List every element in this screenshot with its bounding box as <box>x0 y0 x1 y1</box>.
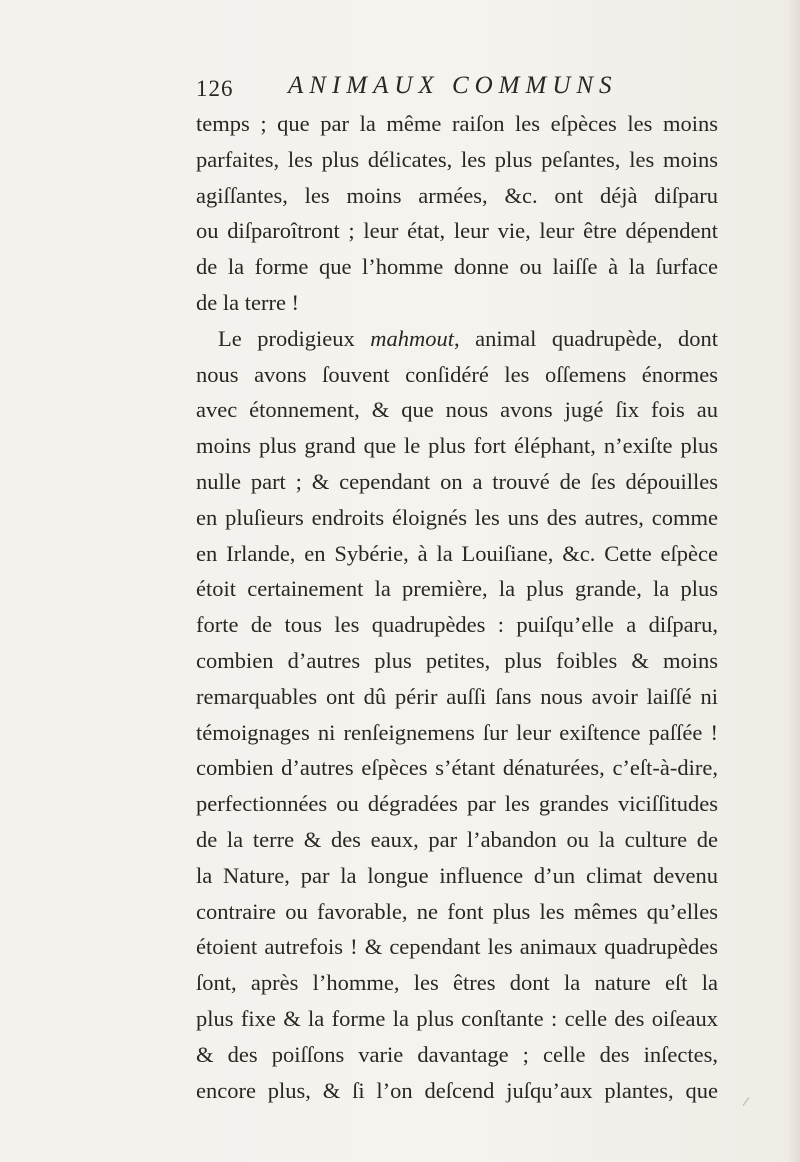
text-line: témoignages ni renſeignemens ſur leur exiſtence paſſée ! <box>196 719 718 745</box>
stray-mark <box>743 1097 750 1106</box>
text-line: étoit certainement la première, la plus grande, la plus <box>196 576 718 602</box>
text-line: en pluſieurs endroits éloignés les uns des autres, comme <box>196 504 718 530</box>
page-number: 126 <box>196 76 234 101</box>
text-line: temps ; que par la même raiſon les eſpèces les moins <box>196 111 718 136</box>
text-line: avec étonnement, & que nous avons jugé ſix fois au <box>196 397 718 423</box>
page-edge-shadow <box>786 0 800 1162</box>
text-line: remarquables ont dû périr auſſi ſans nous avoir laiſſé ni <box>196 683 718 709</box>
text-line: nulle part ; & cependant on a trouvé de ſes dépouilles <box>196 468 718 494</box>
running-head <box>196 72 656 106</box>
text-line: de la forme que l’homme donne ou laiſſe à la ſurface <box>196 254 718 280</box>
text-line: nous avons ſouvent conſidéré les oſſemens énormes <box>196 361 718 387</box>
text-line: encore plus, & ſi l’on deſcend juſqu’aux plantes, que <box>196 1077 718 1103</box>
text-line: combien d’autres plus petites, plus foibles & moins <box>196 647 718 673</box>
text-line: en Irlande, en Sybérie, à la Louiſiane, &c. Cette eſpèce <box>196 540 718 566</box>
text-line: ſont, après l’homme, les êtres dont la nature eſt la <box>196 970 718 996</box>
text-line: forte de tous les quadrupèdes : puiſqu’elle a diſparu, <box>196 612 718 638</box>
text-line: étoient autrefois ! & cependant les animaux quadrupèdes <box>196 934 718 960</box>
text-line: ou diſparoîtront ; leur état, leur vie, leur être dépendent <box>196 218 718 244</box>
text-segment: , animal quadrupède, dont <box>454 325 718 351</box>
text-line: plus fixe & la forme la plus conſtante : celle des oiſeaux <box>196 1005 718 1031</box>
text-line: la Nature, par la longue influence d’un climat devenu <box>196 862 718 888</box>
text-line: de la terre ! <box>196 289 300 315</box>
text-segment: Le prodigieux <box>218 325 371 351</box>
body-text <box>196 106 718 1108</box>
text-line <box>196 321 718 357</box>
text-line: perfectionnées ou dégradées par les grandes viciſſitudes <box>196 791 718 817</box>
text-line: moins plus grand que le plus fort éléphant, n’exiſte plus <box>196 433 718 459</box>
text-line: parfaites, les plus délicates, les plus peſantes, les moins <box>196 146 718 172</box>
text-line: & des poiſſons varie davantage ; celle des inſectes, <box>196 1041 718 1067</box>
text-line: de la terre & des eaux, par l’abandon ou la culture de <box>196 826 718 852</box>
running-title: ANIMAUX COMMUNS <box>288 72 618 99</box>
text-line: agiſſantes, les moins armées, &c. ont déjà diſparu <box>196 182 718 208</box>
text-line: combien d’autres eſpèces s’étant dénaturées, c’eſt-à-dire, <box>196 755 718 781</box>
italic-term-mahmout: mahmout <box>370 325 454 351</box>
text-line: contraire ou favorable, ne font plus les mêmes qu’elles <box>196 898 718 924</box>
